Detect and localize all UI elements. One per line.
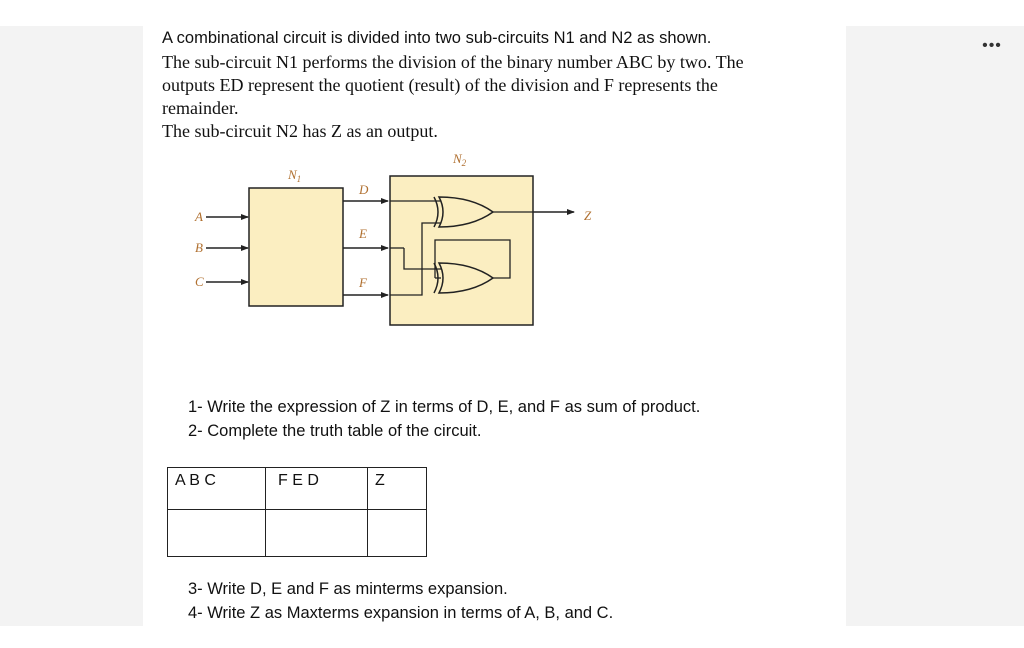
question-1: 1- Write the expression of Z in terms of D, E, and F as sum of product. [188, 398, 701, 416]
header-abc: A B C [168, 468, 266, 510]
input-b-label: B [195, 240, 203, 255]
n1-label: $N_1$ [288, 167, 302, 184]
signal-f-label: F [359, 275, 367, 290]
intro-line-3: outputs ED represent the quotient (result) of the division and F represents the [162, 75, 718, 95]
truth-table [167, 467, 427, 557]
input-c-label: C [195, 274, 204, 289]
question-3: 3- Write D, E and F as minterms expansion. [188, 580, 508, 598]
cell-abc[interactable] [168, 510, 266, 557]
n1-block [249, 188, 343, 306]
intro-line-2: The sub-circuit N1 performs the division of the binary number ABC by two. The [162, 52, 744, 72]
more-options-button[interactable] [978, 36, 1006, 56]
signal-e-label: E [359, 226, 367, 241]
input-a-label: A [195, 209, 203, 224]
n2-label: $N_2$ [453, 151, 467, 168]
circuit-diagram [160, 150, 610, 340]
output-z-label: Z [584, 208, 592, 223]
header-fed: F E D [266, 468, 368, 510]
intro-line-1: A combinational circuit is divided into two sub-circuits N1 and N2 as shown. [162, 29, 712, 47]
intro-line-4: remainder. [162, 98, 239, 118]
intro-line-5: The sub-circuit N2 has Z as an output. [162, 121, 438, 141]
more-horizontal-icon: ••• [982, 37, 1002, 54]
signal-d-label: D [359, 182, 369, 197]
header-z: Z [368, 468, 427, 510]
cell-z[interactable] [368, 510, 427, 557]
question-4: 4- Write Z as Maxterms expansion in terms of A, B, and C. [188, 604, 614, 622]
question-2: 2- Complete the truth table of the circuit. [188, 422, 482, 440]
table-row [168, 510, 427, 557]
cell-fed[interactable] [266, 510, 368, 557]
table-header-row [168, 468, 427, 510]
